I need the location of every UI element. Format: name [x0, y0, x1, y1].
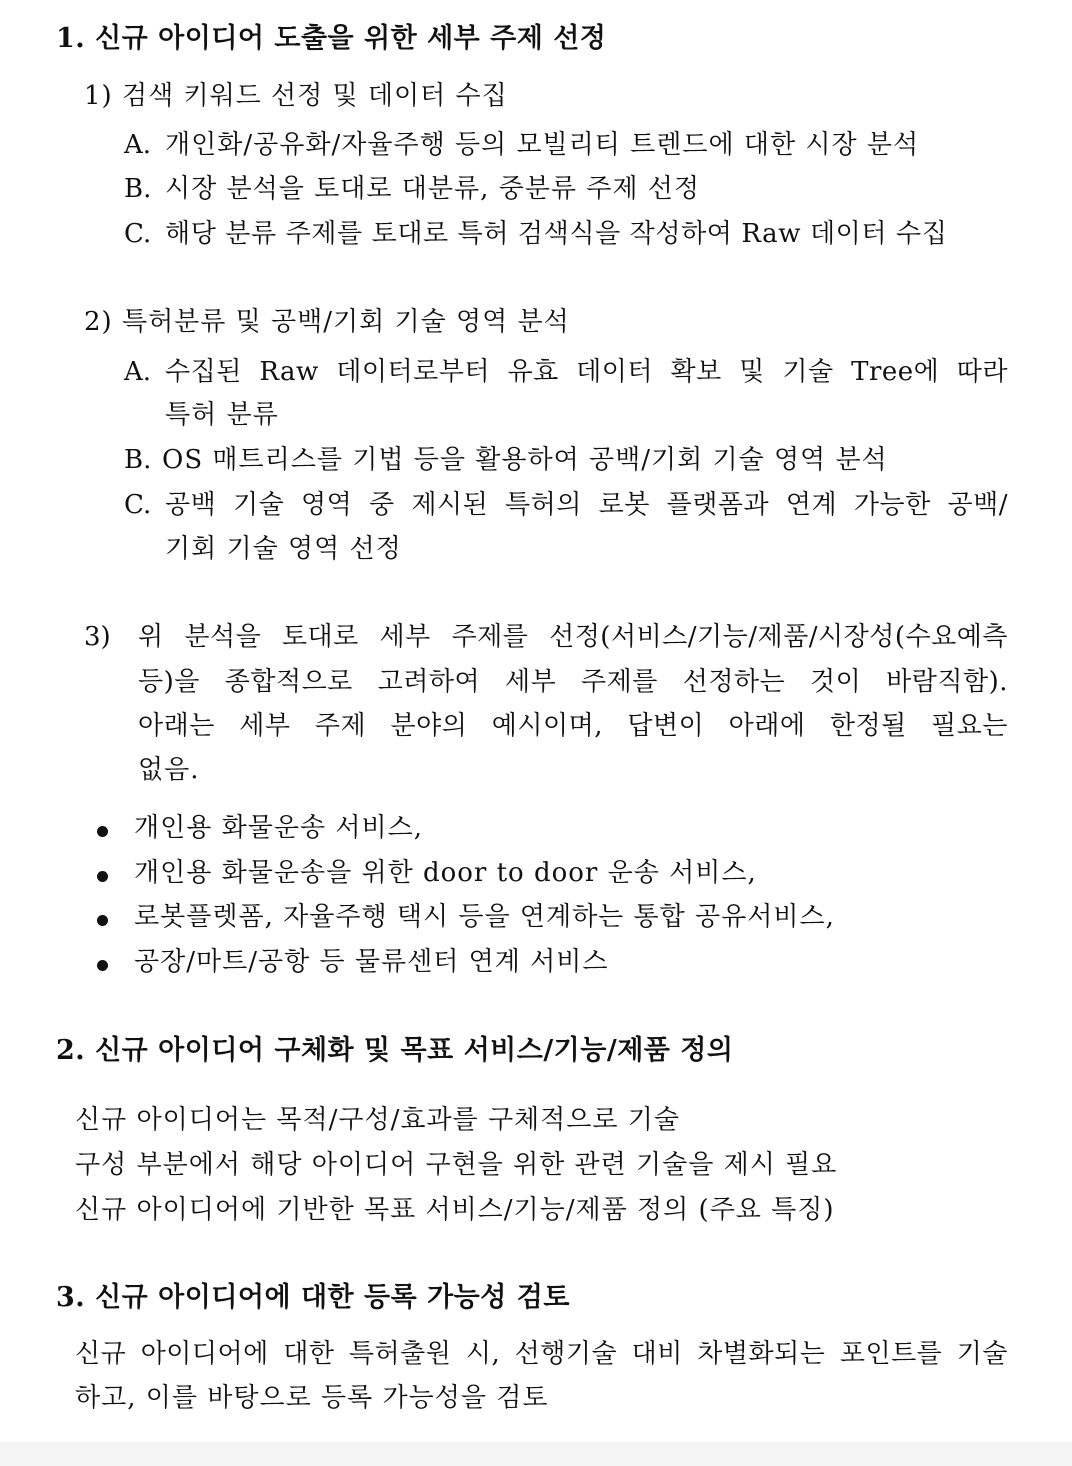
- bullet-icon: [97, 960, 108, 971]
- item-marker: B.: [124, 174, 152, 204]
- section-2-heading: 2. 신규 아이디어 구체화 및 목표 서비스/기능/제품 정의: [56, 1035, 734, 1066]
- list-item: 공백 기술 영역 중 제시된 특허의 로봇 플랫폼과 연계 가능한 공백/: [165, 490, 1008, 520]
- section-2-text: 신규 아이디어는 목적/구성/효과를 구체적으로 기술: [75, 1105, 681, 1135]
- list-item: 수집된 Raw 데이터로부터 유효 데이터 확보 및 기술 Tree에 따라: [165, 357, 1008, 387]
- bullet-item: 개인용 화물운송 서비스,: [134, 813, 423, 843]
- bullet-item: 로봇플렛폼, 자율주행 택시 등을 연계하는 통합 공유서비스,: [134, 902, 835, 932]
- item-marker: C.: [124, 219, 152, 249]
- subsection-3-text: 아래는 세부 주제 분야의 예시이며, 답변이 아래에 한정될 필요는: [138, 711, 1008, 741]
- item-marker: A.: [124, 130, 152, 160]
- subsection-3-text: 등)을 종합적으로 고려하여 세부 주제를 선정하는 것이 바람직함).: [138, 667, 1008, 697]
- list-item: 해당 분류 주제를 토대로 특허 검색식을 작성하여 Raw 데이터 수집: [165, 219, 948, 249]
- list-item: OS 매트리스를 기법 등을 활용하여 공백/기회 기술 영역 분석: [162, 445, 888, 475]
- section-3-heading: 3. 신규 아이디어에 대한 등록 가능성 검토: [56, 1282, 570, 1313]
- subsection-3-marker: 3): [84, 622, 111, 652]
- bullet-item: 공장/마트/공항 등 물류센터 연계 서비스: [134, 947, 609, 977]
- section-2-text: 구성 부분에서 해당 아이디어 구현을 위한 관련 기술을 제시 필요: [75, 1150, 838, 1180]
- list-item: 개인화/공유화/자율주행 등의 모빌리티 트렌드에 대한 시장 분석: [165, 130, 920, 160]
- item-marker: A.: [124, 357, 152, 387]
- subsection-2-label: 2) 특허분류 및 공백/기회 기술 영역 분석: [84, 307, 570, 337]
- bullet-icon: [97, 826, 108, 837]
- list-item-continuation: 기회 기술 영역 선정: [165, 534, 402, 564]
- subsection-3-text: 위 분석을 토대로 세부 주제를 선정(서비스/기능/제품/시장성(수요예측: [138, 622, 1008, 652]
- page-bottom-band: [0, 1442, 1072, 1466]
- section-3-text: 신규 아이디어에 대한 특허출원 시, 선행기술 대비 차별화되는 포인트를 기술: [75, 1339, 1008, 1369]
- list-item-continuation: 특허 분류: [165, 400, 279, 430]
- section-2-text: 신규 아이디어에 기반한 목표 서비스/기능/제품 정의 (주요 특징): [75, 1195, 835, 1225]
- subsection-1-label: 1) 검색 키워드 선정 및 데이터 수집: [84, 81, 508, 111]
- item-marker: C.: [124, 490, 152, 520]
- item-marker: B.: [124, 445, 152, 475]
- list-item: 시장 분석을 토대로 대분류, 중분류 주제 선정: [165, 174, 700, 204]
- bullet-item: 개인용 화물운송을 위한 door to door 운송 서비스,: [134, 858, 757, 888]
- section-1-heading: 1. 신규 아이디어 도출을 위한 세부 주제 선정: [56, 23, 607, 54]
- section-3-text: 하고, 이를 바탕으로 등록 가능성을 검토: [75, 1383, 549, 1413]
- subsection-3-text: 없음.: [138, 755, 200, 785]
- bullet-icon: [97, 871, 108, 882]
- bullet-icon: [97, 915, 108, 926]
